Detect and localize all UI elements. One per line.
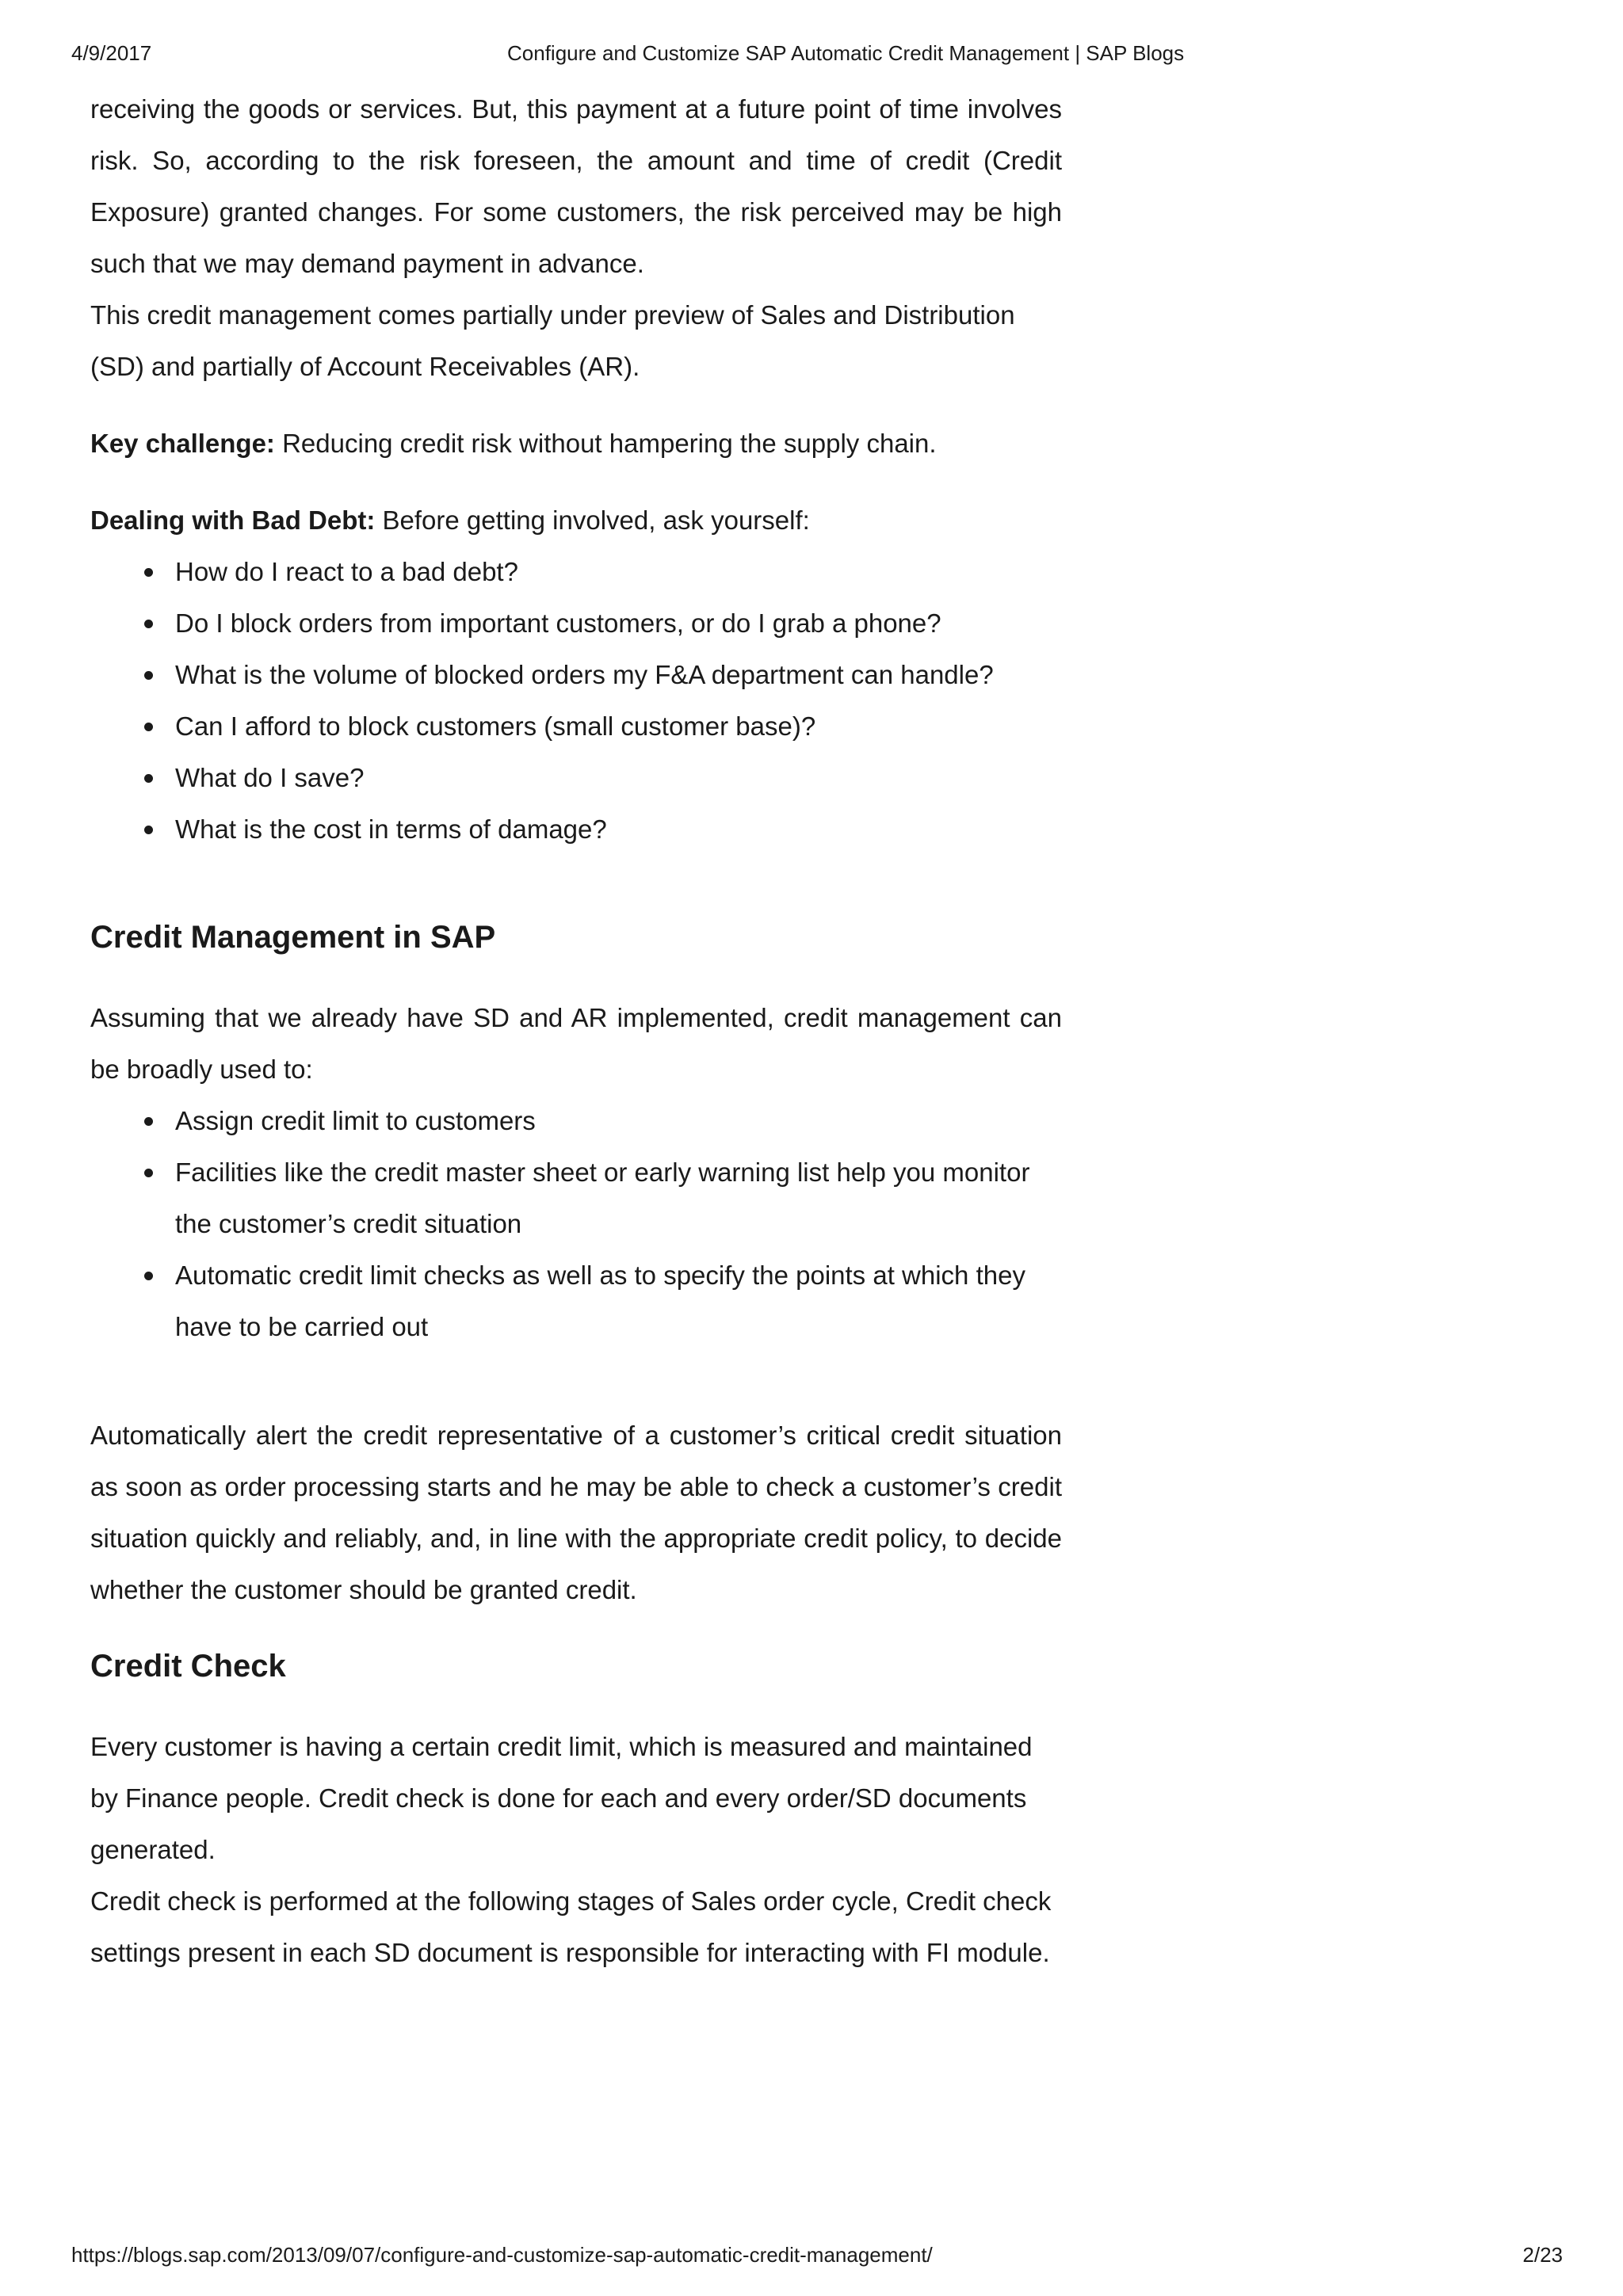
key-challenge-label: Key challenge:: [90, 429, 275, 458]
list-item: How do I react to a bad debt?: [175, 546, 1062, 597]
page-url: https://blogs.sap.com/2013/09/07/configure-and-customize-sap-automatic-credit-management/: [71, 2243, 933, 2267]
list-item: What is the volume of blocked orders my F&A department can handle?: [175, 649, 1062, 700]
bad-debt-text: Before getting involved, ask yourself:: [375, 505, 810, 535]
credit-management-heading: Credit Management in SAP: [90, 920, 496, 955]
bad-debt-questions-list: [90, 546, 1062, 855]
print-date: 4/9/2017: [71, 41, 152, 65]
list-item: Assign credit limit to customers: [175, 1095, 1062, 1146]
credit-check-paragraph-2: Credit check is performed at the following stages of Sales order cycle, Credit check settings present in each SD document is responsible for interacting with FI module.: [90, 1886, 1052, 1967]
intro-paragraph: receiving the goods or services. But, this payment at a future point of time involves risk. So, according to the risk foreseen, the amount and time of credit (Credit Exposure) granted changes. For some customers, the risk perceived may be high such that we may demand payment in advance.: [90, 94, 1062, 278]
page-title: Configure and Customize SAP Automatic Credit Management | SAP Blogs: [507, 41, 1185, 65]
key-challenge-text: Reducing credit risk without hampering the supply chain.: [274, 429, 937, 458]
credit-management-uses-list: [90, 1095, 1062, 1352]
article-body: [90, 83, 1062, 1978]
credit-check-heading: Credit Check: [90, 1649, 286, 1684]
list-item: What is the cost in terms of damage?: [175, 803, 1062, 855]
list-item: Facilities like the credit master sheet or early warning list help you monitor the customer’s credit situation: [175, 1146, 1062, 1249]
credit-check-paragraph-1: Every customer is having a certain credit limit, which is measured and maintained by Finance people. Credit check is done for each and every order/SD documents generated.: [90, 1732, 1033, 1864]
credit-management-intro: Assuming that we already have SD and AR implemented, credit management can be broadly used to:: [90, 1003, 1062, 1084]
preview-paragraph: This credit management comes partially under preview of Sales and Distribution (SD) and partially of Account Receivables (AR).: [90, 300, 1015, 381]
alert-paragraph: Automatically alert the credit representative of a customer’s critical credit situation as soon as order processing starts and he may be able to check a customer’s credit situation quickly and reliably, and, in line with the appropriate credit policy, to decide whether the customer should be granted credit.: [90, 1421, 1062, 1604]
list-item: Can I afford to block customers (small customer base)?: [175, 700, 1062, 752]
key-challenge-paragraph: [90, 418, 1062, 469]
list-item: Do I block orders from important customers, or do I grab a phone?: [175, 597, 1062, 649]
page-number: 2/23: [1522, 2243, 1563, 2267]
list-item: Automatic credit limit checks as well as to specify the points at which they have to be carried out: [175, 1249, 1062, 1352]
bad-debt-paragraph: [90, 494, 1062, 546]
list-item: What do I save?: [175, 752, 1062, 803]
print-header: [0, 40, 1623, 71]
bad-debt-label: Dealing with Bad Debt:: [90, 505, 376, 535]
